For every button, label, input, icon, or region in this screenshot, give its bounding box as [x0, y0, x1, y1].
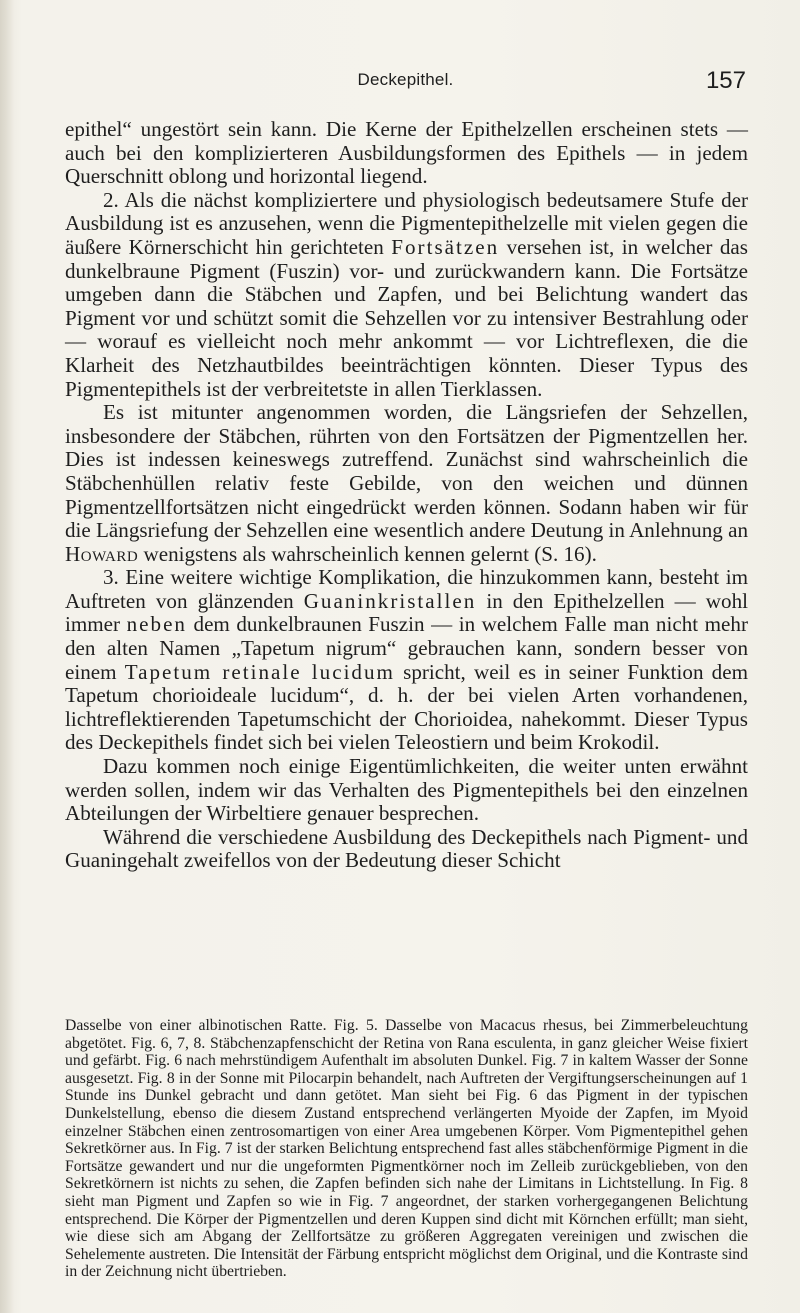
author-howard: Howard — [65, 541, 139, 566]
paragraph-2-text-a: 2. Als die nächst kompliziertere und physiologisch bedeutsamere Stufe der Ausbildung ist es anzusehen, wenn die Pigmentepithelzelle mit vielen gegen die äußere Körnerschicht hin gerichteten — [65, 187, 748, 259]
emphasis-neben: neben — [126, 612, 187, 637]
paragraph-3-text-a: Es ist mitunter angenommen worden, die Längsriefen der Sehzellen, insbesondere der Stäbchen, rührten von den Fortsätzen der Pigmentzellen her. Dies ist indessen keineswegs zutreffend. Zunächst sind wahrscheinlich die Stäbchenhüllen relativ feste Gebilde, von den weichen und dünnen Pigmentzellfortsätzen nicht eingedrückt werden können. Sodann haben wir für die Längsriefung der Sehzellen eine wesentlich andere Deutung in Anlehnung an — [65, 400, 748, 543]
running-head — [65, 67, 746, 100]
paragraph-2 — [65, 189, 748, 401]
paragraph-3 — [65, 401, 748, 566]
emphasis-tapetum-retinale-lucidum: Tapetum retinale lucidum — [124, 659, 395, 684]
caption-text: Dasselbe von einer albinotischen Ratte. Fig. 5. Dasselbe von Macacus rhesus, bei Zimmerbeleuchtung abgetötet. Fig. 6, 7, 8. Stäbchenzapfenschicht der Retina von Rana esculenta, in ganz gleicher Weise fixiert und gefärbt. Fig. 6 nach mehrstündigem Aufenthalt im absoluten Dunkel. Fig. 7 in kaltem Wasser der Sonne ausgesetzt. Fig. 8 in der Sonne mit Pilocarpin behandelt, nach Auftreten der Vergiftungserscheinungen auf 1 Stunde ins Dunkel gebracht und dann getötet. Man sieht bei Fig. 6 das Pigment in der typischen Dunkelstellung, ebenso die diesem Zustand entsprechend verlängerten Myoide der Zapfen, im Myoid einzelner Stäbchen einen zentrosomartigen von einer Area umgebenen Körper. Vom Pigmentepithel gehen Sekretkörner aus. In Fig. 7 ist der starken Belichtung entsprechend fast alles stäbchenförmige Pigment in die Fortsätze gewandert und nur die ungeformten Pigmentkörner noch im Zelleib zurückgeblieben, von den Sekretkörnern ist nichts zu sehen, die Zapfen befinden sich nahe der Limitans in Lichtstellung. In Fig. 8 sieht man Pigment und Zapfen so wie in Fig. 7 angeordnet, der starken vorhergegangenen Belichtung entsprechend. Die Körper der Pigmentzellen und deren Kuppen sind dicht mit Körnchen erfüllt; man sieht, wie diese sich am Abgang der Zellfortsätze zu größeren Aggregaten vereinigen und zwischen die Sehelemente austreten. Die Intensität der Färbung entspricht möglichst dem Original, und die Kontraste sind in der Zeichnung nicht übertrieben. — [65, 1017, 748, 1281]
paragraph-6: Während die verschiedene Ausbildung des Deckepithels nach Pigment- und Guaningehalt zweifellos von der Bedeutung dieser Schicht — [65, 824, 748, 873]
main-text — [65, 118, 748, 873]
paragraph-4-text-g: spricht, weil es in seiner Funktion dem Tapetum chorioideale lucidum“, d. h. der bei vielen Arten vorhandenen, lichtreflektierenden Tapetumschicht der Chorioidea, nahekommt. Dieser Typus des Deckepithels findet sich bei vielen Teleostiern und beim Krokodil. — [65, 659, 748, 755]
paragraph-4-text-c: in den Epithelzellen — wohl immer — [65, 588, 748, 637]
emphasis-guaninkristallen: Guaninkristallen — [303, 588, 477, 613]
paragraph-4-text-e: dem dunkelbraunen Fuszin — in welchem Falle man nicht mehr den alten Namen „Tapetum nigrum“ gebrauchen kann, sondern besser von einem — [65, 612, 748, 684]
paragraph-5: Dazu kommen noch einige Eigentümlichkeiten, die weiter unten erwähnt werden sollen, indem wir das Verhalten des Pigmentepithels bei den einzelnen Abteilungen der Wirbeltiere genauer besprechen. — [65, 754, 748, 826]
paragraph-4-text-a: 3. Eine weitere wichtige Komplikation, die hinzukommen kann, besteht im Auftreten von glänzenden — [65, 565, 748, 613]
running-title: Deckepithel. — [357, 70, 454, 89]
spine-shadow — [0, 0, 14, 1313]
paragraph-4 — [65, 566, 748, 755]
paragraph-3-text-c: wenigstens als wahrscheinlich kennen gelernt (S. 16). — [138, 541, 597, 566]
paragraph-2-text-c: versehen ist, in welcher das dunkelbraune Pigment (Fuszin) vor- und zurückwandern kann. Die Fortsätze umgeben dann die Stäbchen und Zapfen, und bei Belichtung wandert das Pigment vor und schützt somit die Sehzellen vor zu intensiver Bestrahlung oder — worauf es vielleicht noch mehr ankommt — vor Lichtreflexen, die die Klarheit des Netzhautbildes beeinträchtigen könnten. Dieser Typus des Pigmentepithels ist der verbreitetste in allen Tierklassen. — [65, 234, 749, 401]
paragraph-1: epithel“ ungestört sein kann. Die Kerne der Epithelzellen erscheinen stets — auch bei den komplizierteren Ausbildungsformen des Epithels — in jedem Querschnitt oblong und horizontal liegend. — [65, 117, 748, 189]
page-number: 157 — [705, 67, 746, 94]
emphasis-fortsaetzen: Fortsätzen — [391, 234, 500, 259]
figure-caption — [65, 1017, 748, 1281]
